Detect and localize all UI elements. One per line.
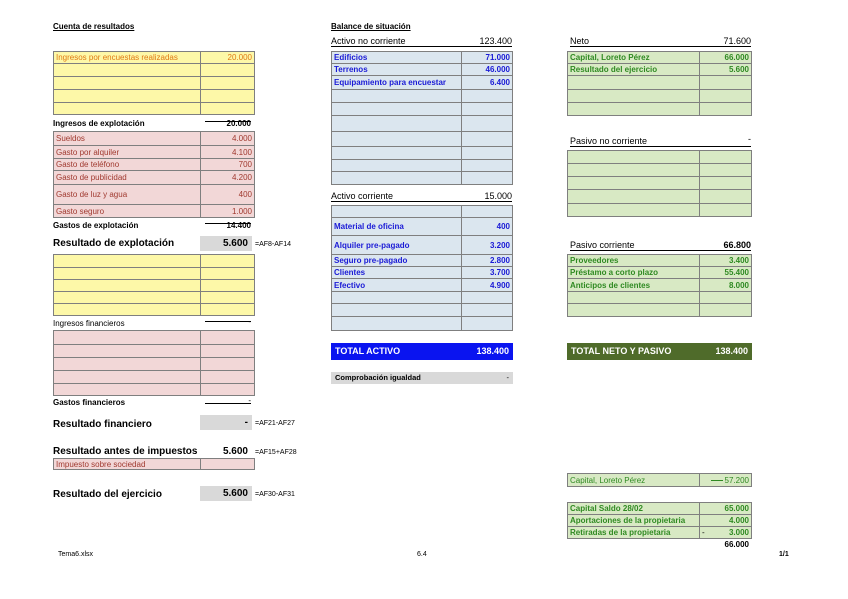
gastos-explotacion-value: 14.400 bbox=[226, 221, 251, 230]
capital-detail-value: 4.000 bbox=[699, 514, 752, 527]
table-row bbox=[53, 158, 254, 170]
table-row bbox=[567, 526, 751, 538]
gastos-financieros-label: Gastos financieros bbox=[53, 398, 126, 407]
neto-item-label: Resultado del ejercicio bbox=[567, 63, 700, 76]
capital-total: 66.000 bbox=[724, 540, 749, 549]
ingresos-explotacion-label: Ingresos de explotación bbox=[53, 119, 145, 128]
resultado-financiero-value: - bbox=[200, 415, 252, 430]
gasto-value: 400 bbox=[200, 184, 255, 205]
total-neto-pasivo-row bbox=[567, 343, 752, 360]
table-row bbox=[53, 145, 254, 158]
ingresos-value: 20.000 bbox=[200, 51, 255, 64]
table-row bbox=[53, 170, 254, 184]
table-row bbox=[331, 217, 512, 235]
resultado-antes-value: 5.600 bbox=[222, 446, 248, 457]
table-row bbox=[331, 266, 512, 278]
total-activo-value: 138.400 bbox=[476, 346, 509, 356]
capital-detail-value: - 3.000 bbox=[699, 526, 752, 539]
pc-item-value: 3.400 bbox=[699, 254, 752, 267]
anc-item-label: Equipamiento para encuestar bbox=[331, 75, 462, 90]
gastos-explotacion-label: Gastos de explotación bbox=[53, 221, 139, 230]
table-row bbox=[53, 204, 254, 217]
ac-item-label: Efectivo bbox=[331, 278, 462, 292]
table-row bbox=[53, 102, 254, 114]
pnc-label: Pasivo no corriente bbox=[570, 136, 648, 146]
gasto-label: Sueldos bbox=[53, 131, 201, 146]
resultado-ejercicio-value: 5.600 bbox=[200, 486, 252, 501]
anc-item-value: 46.000 bbox=[461, 63, 513, 76]
footer-file: Tema6.xlsx bbox=[58, 551, 94, 558]
table-row bbox=[331, 63, 512, 75]
gasto-label: Gasto seguro bbox=[53, 204, 201, 218]
gasto-value: 4.000 bbox=[200, 131, 255, 146]
anc-item-value: 6.400 bbox=[461, 75, 513, 90]
ac-label: Activo corriente bbox=[331, 191, 394, 201]
ac-item-label: Clientes bbox=[331, 266, 462, 279]
resultado-financiero-label: Resultado financiero bbox=[53, 419, 152, 430]
neto-item-value: 66.000 bbox=[699, 51, 752, 64]
table-row bbox=[331, 51, 512, 63]
ac-value: 15.000 bbox=[484, 191, 512, 201]
table-row bbox=[331, 254, 512, 266]
pyg-title: Cuenta de resultados bbox=[53, 22, 135, 31]
table-row bbox=[567, 502, 751, 514]
resultado-explotacion-value: 5.600 bbox=[200, 236, 252, 251]
anc-item-label: Terrenos bbox=[331, 63, 462, 76]
ingresos-explotacion-value: 20.000 bbox=[226, 119, 251, 128]
gasto-label: Gasto de publicidad bbox=[53, 170, 201, 185]
ac-item-value: 3.700 bbox=[461, 266, 513, 279]
footer-page: 1/1 bbox=[779, 551, 789, 558]
gasto-value: 4.200 bbox=[200, 170, 255, 185]
balance-title: Balance de situación bbox=[331, 22, 411, 31]
total-neto-pasivo-label: TOTAL NETO Y PASIVO bbox=[571, 346, 672, 356]
capital-detail-label: Capital Saldo 28/02 bbox=[567, 502, 700, 515]
pc-item-value: 8.000 bbox=[699, 278, 752, 292]
table-row bbox=[567, 63, 751, 75]
gasto-label: Gasto de teléfono bbox=[53, 158, 201, 171]
formula-label: =AF8-AF14 bbox=[255, 241, 291, 248]
anc-value: 123.400 bbox=[479, 36, 512, 46]
ac-item-label: Alquiler pre-pagado bbox=[331, 235, 462, 255]
ac-item-value: 2.800 bbox=[461, 254, 513, 267]
table-row bbox=[53, 458, 254, 469]
resultado-explotacion-label: Resultado de explotación bbox=[53, 238, 175, 249]
capital-detail-label: Aportaciones de la propietaria bbox=[567, 514, 700, 527]
neto-label: Neto bbox=[570, 36, 590, 46]
resultado-ejercicio-label: Resultado del ejercicio bbox=[53, 489, 162, 500]
ac-item-value: 3.200 bbox=[461, 235, 513, 255]
table-row bbox=[53, 76, 254, 89]
gasto-value: 700 bbox=[200, 158, 255, 171]
total-neto-pasivo-value: 138.400 bbox=[715, 346, 748, 356]
capital-box-row bbox=[567, 473, 751, 486]
table-row bbox=[567, 266, 751, 278]
table-row bbox=[567, 254, 751, 266]
table-row bbox=[331, 278, 512, 291]
total-activo-label: TOTAL ACTIVO bbox=[335, 346, 401, 356]
table-row bbox=[53, 51, 254, 63]
neto-item-label: Capital, Loreto Pérez bbox=[567, 51, 700, 64]
table-row bbox=[53, 63, 254, 76]
formula-label: =AF30-AF31 bbox=[255, 491, 295, 498]
table-row bbox=[567, 51, 751, 63]
table-row bbox=[53, 131, 254, 145]
table-row bbox=[331, 75, 512, 89]
gasto-value: 1.000 bbox=[200, 204, 255, 218]
ac-item-value: 4.900 bbox=[461, 278, 513, 292]
comprobacion-row bbox=[331, 372, 513, 384]
comprobacion-label: Comprobación igualdad bbox=[335, 373, 421, 382]
total-activo-row bbox=[331, 343, 513, 360]
table-row bbox=[53, 89, 254, 102]
resultado-antes-label: Resultado antes de impuestos bbox=[53, 446, 198, 457]
pc-item-label: Proveedores bbox=[567, 254, 700, 267]
pc-item-label: Anticipos de clientes bbox=[567, 278, 700, 292]
ac-item-label: Seguro pre-pagado bbox=[331, 254, 462, 267]
anc-item-label: Edificios bbox=[331, 51, 462, 64]
pc-item-value: 55.400 bbox=[699, 266, 752, 279]
gasto-value: 4.100 bbox=[200, 145, 255, 159]
impuesto-label: Impuesto sobre sociedad bbox=[53, 458, 201, 470]
gastos-financieros-value: - bbox=[248, 396, 251, 405]
pc-label: Pasivo corriente bbox=[570, 240, 635, 250]
capital-detail-value: 65.000 bbox=[699, 502, 752, 515]
gasto-label: Gasto de luz y agua bbox=[53, 184, 201, 205]
ingresos-financieros-value: - bbox=[248, 317, 251, 326]
pc-item-label: Préstamo a corto plazo bbox=[567, 266, 700, 279]
capital-detail-label: Retiradas de la propietaria bbox=[567, 526, 700, 539]
formula-label: =AF15+AF28 bbox=[255, 449, 297, 456]
capital-box-label: Capital, Loreto Pérez bbox=[567, 473, 700, 487]
neto-item-value: 5.600 bbox=[699, 63, 752, 76]
neto-value: 71.600 bbox=[723, 36, 751, 46]
pc-value: 66.800 bbox=[723, 240, 751, 250]
pnc-value: - bbox=[748, 134, 751, 144]
ingresos-financieros-label: Ingresos financieros bbox=[53, 319, 125, 328]
ingresos-label: Ingresos por encuestas realizadas bbox=[53, 51, 201, 64]
table-row bbox=[53, 184, 254, 204]
table-row bbox=[567, 514, 751, 526]
comprobacion-value: - bbox=[506, 373, 509, 382]
gasto-label: Gasto por alquiler bbox=[53, 145, 201, 159]
ac-item-value: 400 bbox=[461, 217, 513, 236]
footer-sheet: 6.4 bbox=[417, 551, 427, 558]
capital-box-value: 57.200 bbox=[699, 473, 752, 487]
table-row bbox=[331, 235, 512, 254]
ac-item-label: Material de oficina bbox=[331, 217, 462, 236]
anc-item-value: 71.000 bbox=[461, 51, 513, 64]
formula-label: =AF21-AF27 bbox=[255, 420, 295, 427]
anc-label: Activo no corriente bbox=[331, 36, 406, 46]
table-row bbox=[567, 278, 751, 291]
